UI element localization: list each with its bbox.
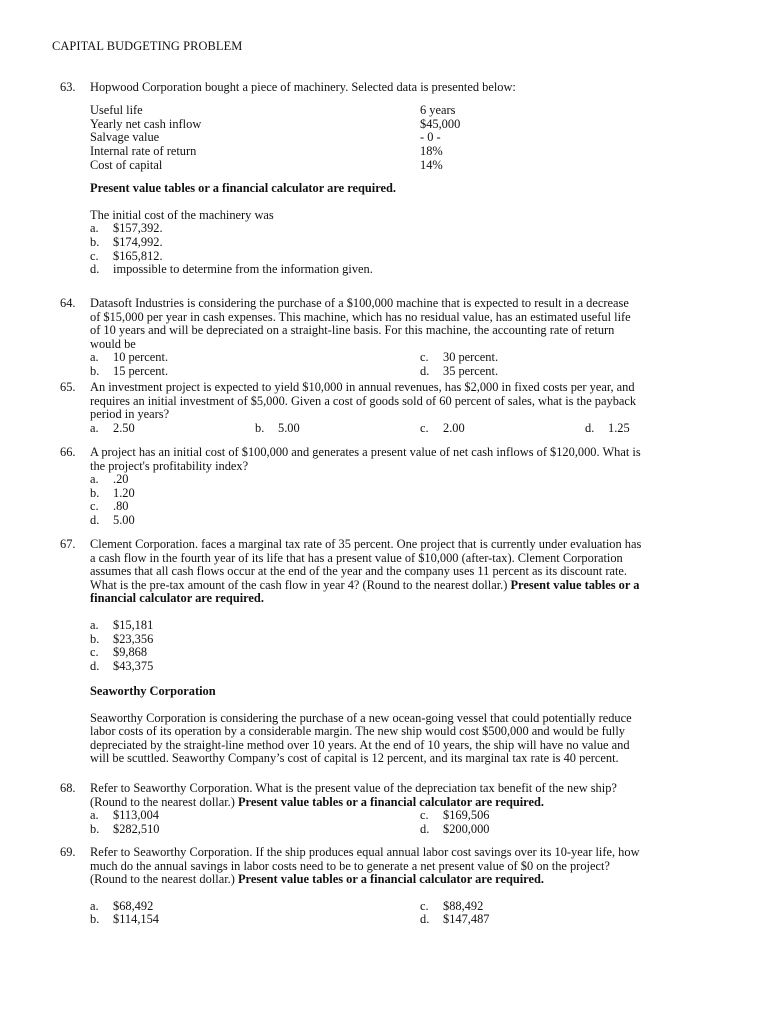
answer-option: a. .20 (90, 472, 129, 487)
question-text-line: a cash flow in the fourth year of its life that has a present value of $10,000 (after-tax). Clement Corporation (90, 550, 623, 565)
question-69 (60, 846, 710, 927)
data-row: Salvage value - 0 - (90, 130, 441, 145)
answer-option: b. 5.00 (255, 420, 300, 435)
question-text-line: of 10 years and will be depreciated on a straight-line basis. For this machine, the accounting rate of return (90, 323, 615, 338)
answer-row (90, 365, 710, 379)
question-text-line: Refer to Seaworthy Corporation. What is the present value of the depreciation tax benefit of the new ship? (90, 781, 617, 795)
question-66 (60, 446, 710, 528)
question-63 (60, 81, 710, 277)
data-row: Useful life 6 years (90, 103, 456, 118)
question-text-line: (Round to the nearest dollar.) Present value tables or a financial calculator are required. (90, 794, 544, 809)
question-text-line: An investment project is expected to yield $10,000 in annual revenues, has $2,000 in fixed costs per year, and (90, 380, 635, 394)
answer-option: d. $147,487 (420, 912, 490, 927)
answer-option: a. $68,492 (90, 898, 154, 913)
calculator-note: Present value tables or a financial calculator are required. (237, 794, 544, 809)
answer-option: a. 10 percent. (90, 350, 169, 365)
data-table (90, 104, 710, 172)
answer-option: c. 2.00 (420, 420, 465, 435)
answer-option: a. $157,392. (90, 221, 163, 236)
question-text-line: Clement Corporation. faces a marginal tax rate of 35 percent. One project that is currently under evaluation has (90, 537, 642, 551)
question-text-line: the project's profitability index? (90, 458, 249, 473)
question-text-line: much do the annual savings in labor costs need to be to generate a net present value of $0 on the project? (90, 858, 610, 873)
answer-option: b. $114,154 (90, 912, 160, 927)
question-number: 64. (60, 296, 76, 310)
answer-row (90, 913, 710, 927)
answer-option: c. 30 percent. (420, 350, 499, 365)
calculator-note: financial calculator are required. (90, 591, 264, 606)
question-text-line: A project has an initial cost of $100,000 and generates a present value of net cash inflows of $120,000. What is (90, 445, 641, 459)
question-number: 68. (60, 781, 76, 795)
data-row: Yearly net cash inflow $45,000 (90, 116, 461, 131)
question-stem: Hopwood Corporation bought a piece of machinery. Selected data is presented below: (90, 80, 516, 94)
answer-option: d. impossible to determine from the information given. (90, 262, 373, 277)
answer-option: c. .80 (90, 499, 129, 514)
paragraph-line: Seaworthy Corporation is considering the purchase of a new ocean-going vessel that could potentially reduce (90, 710, 632, 725)
question-text-line: of $15,000 per year in cash expenses. This machine, which has no residual value, has an estimated useful life (90, 309, 631, 324)
answer-row (90, 900, 710, 914)
question-prompt: The initial cost of the machinery was (90, 207, 274, 222)
answer-row (90, 351, 710, 365)
data-row: Internal rate of return 18% (90, 143, 443, 158)
question-number: 66. (60, 445, 76, 459)
question-text-line: assumes that all cash flows occur at the end of the year and the company uses 11 percent as its discount rate. (90, 564, 627, 579)
calculator-note: Present value tables or a financial calculator are required. (237, 872, 544, 887)
answer-option: a. 2.50 (90, 420, 135, 435)
answer-option: b. $23,356 (90, 631, 154, 646)
answer-row (90, 422, 710, 436)
answer-option: c. $9,868 (90, 645, 148, 660)
question-number: 63. (60, 80, 76, 94)
question-67 (60, 538, 710, 673)
answer-row (90, 823, 710, 837)
paragraph-line: will be scuttled. Seaworthy Company’s cost of capital is 12 percent, and its marginal tax rate is 40 percent. (90, 751, 619, 766)
answer-option: c. $169,506 (420, 808, 490, 823)
answer-option: d. $43,375 (90, 658, 154, 673)
paragraph-line: labor costs of its operation by a considerable margin. The new ship would cost $500,000 and would be fully (90, 724, 625, 739)
calculator-note: Present value tables or a financial calculator are required. (90, 181, 396, 196)
question-number: 65. (60, 380, 76, 394)
question-64 (60, 297, 710, 379)
answer-option: b. $174,992. (90, 234, 163, 249)
question-text-line: What is the pre-tax amount of the cash flow in year 4? (Round to the nearest dollar.) Present value tables or a (90, 577, 640, 592)
calculator-note: Present value tables or a (510, 577, 640, 592)
answer-option: c. $165,812. (90, 248, 163, 263)
question-text-line: (Round to the nearest dollar.) Present value tables or a financial calculator are required. (90, 872, 544, 887)
seaworthy-section (90, 685, 710, 766)
answer-option: c. $88,492 (420, 898, 484, 913)
question-text-line: would be (90, 336, 136, 351)
answer-option: b. 1.20 (90, 485, 135, 500)
answer-option: a. $113,004 (90, 808, 160, 823)
question-text-line: Refer to Seaworthy Corporation. If the ship produces equal annual labor cost savings over its 10-year life, how (90, 845, 640, 859)
document-title: CAPITAL BUDGETING PROBLEM (52, 39, 243, 53)
answer-option: d. 35 percent. (420, 363, 499, 378)
question-65 (60, 381, 710, 435)
paragraph-line: depreciated by the straight-line method over 10 years. At the end of 10 years, the ship will have no value and (90, 737, 630, 752)
question-text-line: Datasoft Industries is considering the purchase of a $100,000 machine that is expected to result in a decrease (90, 296, 629, 310)
question-text-line: period in years? (90, 407, 170, 422)
answer-option: b. $282,510 (90, 821, 160, 836)
question-number: 67. (60, 537, 76, 551)
answer-option: d. 1.25 (585, 420, 630, 435)
answer-option: d. $200,000 (420, 821, 490, 836)
answer-option: b. 15 percent. (90, 363, 169, 378)
answer-option: d. 5.00 (90, 512, 135, 527)
question-text-line: requires an initial investment of $5,000. Given a cost of goods sold of 60 percent of sales, what is the payback (90, 393, 637, 408)
question-number: 69. (60, 845, 76, 859)
question-68 (60, 782, 710, 836)
answer-row (90, 809, 710, 823)
data-row: Cost of capital 14% (90, 157, 443, 172)
section-heading: Seaworthy Corporation (90, 684, 216, 698)
answer-option: a. $15,181 (90, 617, 154, 632)
